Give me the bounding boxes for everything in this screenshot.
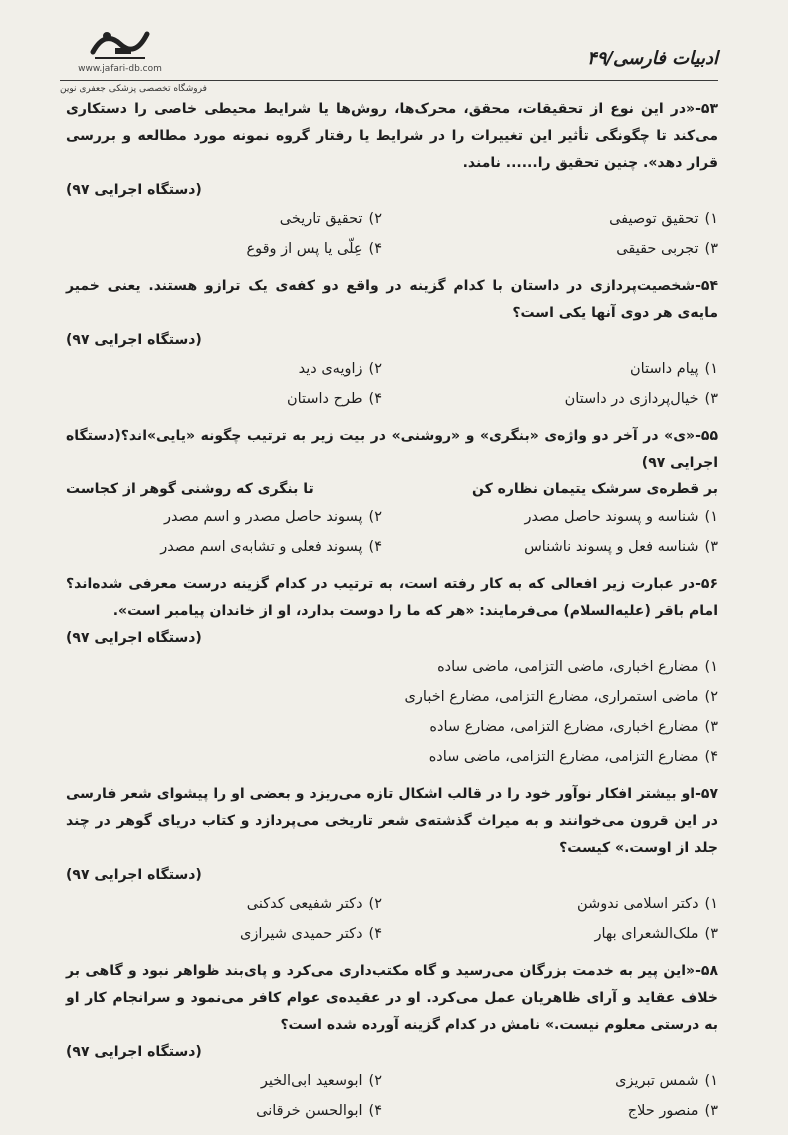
question-body: «در این نوع از تحقیقات، محقق، محرک‌ها، روش‌ها یا شرایط محیطی خاصی را دستکاری می‌کند تا چگونگی تأثیر این تغییرات را در شرایط یا رفتار گروه نمونه مورد مطالعه و بررسی قرار دهد». چنین تحقیق را...... نامند. [66, 101, 718, 171]
option-text: دکتر شفیعی کدکنی [246, 896, 363, 912]
question-body: شخصیت‌پردازی در داستان با کدام گزینه در واقع دو کفه‌ی یک ترازو هستند. یعنی خمیر مایه‌ی هر دوی آنها یکی است؟ [66, 278, 718, 321]
option-number: ۲) [368, 361, 382, 377]
option-text: تجربی حقیقی [616, 241, 699, 257]
option-number: ۱) [704, 1073, 718, 1089]
question-source-line [66, 1039, 718, 1066]
option-text: پسوند فعلی و تشابه‌ی اسم مصدر [160, 539, 363, 555]
question-list [66, 96, 718, 1135]
answer-options [66, 204, 718, 264]
option-number: ۴) [368, 391, 382, 407]
question-text [66, 571, 718, 625]
question-number: ۵۴- [695, 278, 718, 294]
question-source-line [66, 862, 718, 889]
question-source: (دستگاه اجرایی ۹۷) [66, 867, 202, 883]
question-item-54 [66, 273, 718, 414]
option-number: ۲) [368, 211, 382, 227]
page-title: ادبیات فارسی/۴۹ [587, 48, 718, 69]
answer-option-4 [66, 742, 718, 772]
option-text: دکتر اسلامی ندوشن [577, 896, 699, 912]
answer-option-4 [66, 384, 382, 414]
question-item-55 [66, 423, 718, 562]
option-text: ماضی استمراری، مضارع التزامی، مضارع اخباری [404, 689, 699, 705]
option-number: ۴) [368, 1103, 382, 1119]
publisher-logo [60, 24, 180, 74]
answer-option-2 [66, 682, 718, 712]
option-text: منصور حلاج [627, 1103, 699, 1119]
answer-option-1 [402, 1066, 718, 1096]
option-text: مضارع اخباری، مضارع التزامی، مضارع ساده [429, 719, 699, 735]
option-text: عِلّی یا پس از وقوع [246, 241, 363, 257]
option-text: مضارع اخباری، ماضی التزامی، ماضی ساده [437, 659, 699, 675]
question-item-58 [66, 958, 718, 1126]
answer-option-2 [66, 1066, 382, 1096]
answer-option-4 [66, 919, 382, 949]
option-text: تحقیق توصیفی [609, 211, 699, 227]
option-number: ۴) [368, 241, 382, 257]
question-source: (دستگاه اجرایی ۹۷) [66, 630, 202, 646]
answer-option-4 [66, 234, 382, 264]
option-number: ۲) [704, 689, 718, 705]
answer-option-1 [402, 354, 718, 384]
answer-options [66, 652, 718, 772]
option-text: شناسه فعل و پسوند ناشناس [524, 539, 699, 555]
question-number: ۵۶- [695, 576, 718, 592]
answer-options [66, 502, 718, 562]
option-text: خیال‌پردازی در داستان [564, 391, 699, 407]
option-text: ابوالحسن خرقانی [256, 1103, 363, 1119]
answer-option-3 [66, 712, 718, 742]
question-body: «این پیر به خدمت بزرگان می‌رسید و گاه مکتب‌داری می‌کرد و پای‌بند ظواهر نبود و گاهی بر خلاف عقاید و آرای ظاهریان عمل می‌کرد. او در عقیده‌ی عوام کافر می‌نمود و سرانجام کار او به درستی معلوم نیست.» نامش در کدام گزینه آورده شده است؟ [66, 963, 718, 1033]
option-text: دکتر حمیدی شیرازی [239, 926, 363, 942]
question-source-line [66, 327, 718, 354]
question-text [66, 96, 718, 177]
answer-option-3 [402, 532, 718, 562]
option-text: ابوسعید ابی‌الخیر [260, 1073, 363, 1089]
answer-option-2 [66, 354, 382, 384]
answer-option-4 [66, 1096, 382, 1126]
question-source: (دستگاه اجرایی ۹۷) [66, 182, 202, 198]
option-number: ۳) [704, 241, 718, 257]
question-number: ۵۷- [695, 786, 718, 802]
question-number: ۵۵- [695, 428, 718, 444]
option-number: ۱) [704, 896, 718, 912]
option-number: ۲) [368, 1073, 382, 1089]
answer-option-3 [402, 234, 718, 264]
publisher-logo-icon [85, 24, 155, 64]
question-source: (دستگاه اجرایی ۹۷) [66, 332, 202, 348]
answer-options [66, 354, 718, 414]
question-item-57 [66, 781, 718, 949]
question-text [66, 423, 718, 477]
option-number: ۳) [704, 391, 718, 407]
option-text: تحقیق تاریخی [279, 211, 363, 227]
answer-option-4 [66, 532, 382, 562]
answer-option-1 [402, 502, 718, 532]
option-number: ۴) [368, 539, 382, 555]
question-item-56 [66, 571, 718, 772]
option-text: طرح داستان [286, 391, 363, 407]
question-source-line [66, 177, 718, 204]
answer-option-3 [402, 919, 718, 949]
option-text: پسوند حاصل مصدر و اسم مصدر [163, 509, 363, 525]
option-number: ۳) [704, 539, 718, 555]
shop-caption: فروشگاه تخصصی پزشکی جعفری نوین [60, 84, 207, 94]
option-number: ۴) [704, 749, 718, 765]
option-text: پیام داستان [630, 361, 699, 377]
question-source: (دستگاه اجرایی ۹۷) [66, 1044, 202, 1060]
page-header [60, 38, 718, 100]
answer-option-1 [66, 652, 718, 682]
verse-second-hemistich: تا بنگری که روشنی گوهر از کجاست [66, 481, 314, 497]
option-text: مضارع التزامی، مضارع التزامی، ماضی ساده [428, 749, 699, 765]
answer-option-1 [402, 204, 718, 234]
answer-option-2 [66, 502, 382, 532]
option-number: ۲) [368, 509, 382, 525]
question-body: «ی» در آخر دو واژه‌ی «بنگری» و «روشنی» در بیت زیر به ترتیب چگونه «یایی»اند؟(دستگاه اجرایی ۹۷) [66, 428, 718, 471]
question-verse [66, 477, 718, 502]
option-text: زاویه‌ی دید [298, 361, 363, 377]
option-number: ۱) [704, 211, 718, 227]
option-number: ۱) [704, 659, 718, 675]
publisher-url: www.jafari-db.com [78, 64, 162, 74]
question-item-53 [66, 96, 718, 264]
question-source-line [66, 625, 718, 652]
question-body: در عبارت زیر افعالی که به کار رفته است، به ترتیب در کدام گزینه درست معرفی شده‌اند؟ امام باقر (علیه‌السلام) می‌فرمایند: «هر که ما را دوست بدارد، او از خاندان پیامبر است». [66, 576, 718, 619]
option-text: شمس تبریزی [615, 1073, 699, 1089]
answer-option-2 [66, 889, 382, 919]
answer-option-3 [402, 1096, 718, 1126]
question-body: او بیشتر افکار نوآور خود را در قالب اشکال تازه می‌ریزد و بعضی او را پیشوای شعر فارسی در این قرون می‌خوانند و به میراث گذشته‌ی شعر تاریخی می‌پردازد و کتاب دریای گوهر در چند جلد از اوست.» کیست؟ [66, 786, 718, 856]
header-divider [60, 80, 718, 81]
answer-option-3 [402, 384, 718, 414]
question-text [66, 273, 718, 327]
option-number: ۱) [704, 361, 718, 377]
option-number: ۳) [704, 719, 718, 735]
verse-first-hemistich: بر قطره‌ی سرشک یتیمان نظاره کن [471, 481, 718, 497]
question-number: ۵۸- [695, 963, 718, 979]
option-number: ۳) [704, 926, 718, 942]
question-text [66, 958, 718, 1039]
question-text [66, 781, 718, 862]
answer-option-2 [66, 204, 382, 234]
answer-options [66, 889, 718, 949]
option-number: ۴) [368, 926, 382, 942]
option-number: ۱) [704, 509, 718, 525]
answer-option-1 [402, 889, 718, 919]
option-number: ۳) [704, 1103, 718, 1119]
answer-options [66, 1066, 718, 1126]
option-text: شناسه و پسوند حاصل مصدر [524, 509, 699, 525]
option-text: ملک‌الشعرای بهار [594, 926, 699, 942]
question-number: ۵۳- [695, 101, 718, 117]
option-number: ۲) [368, 896, 382, 912]
